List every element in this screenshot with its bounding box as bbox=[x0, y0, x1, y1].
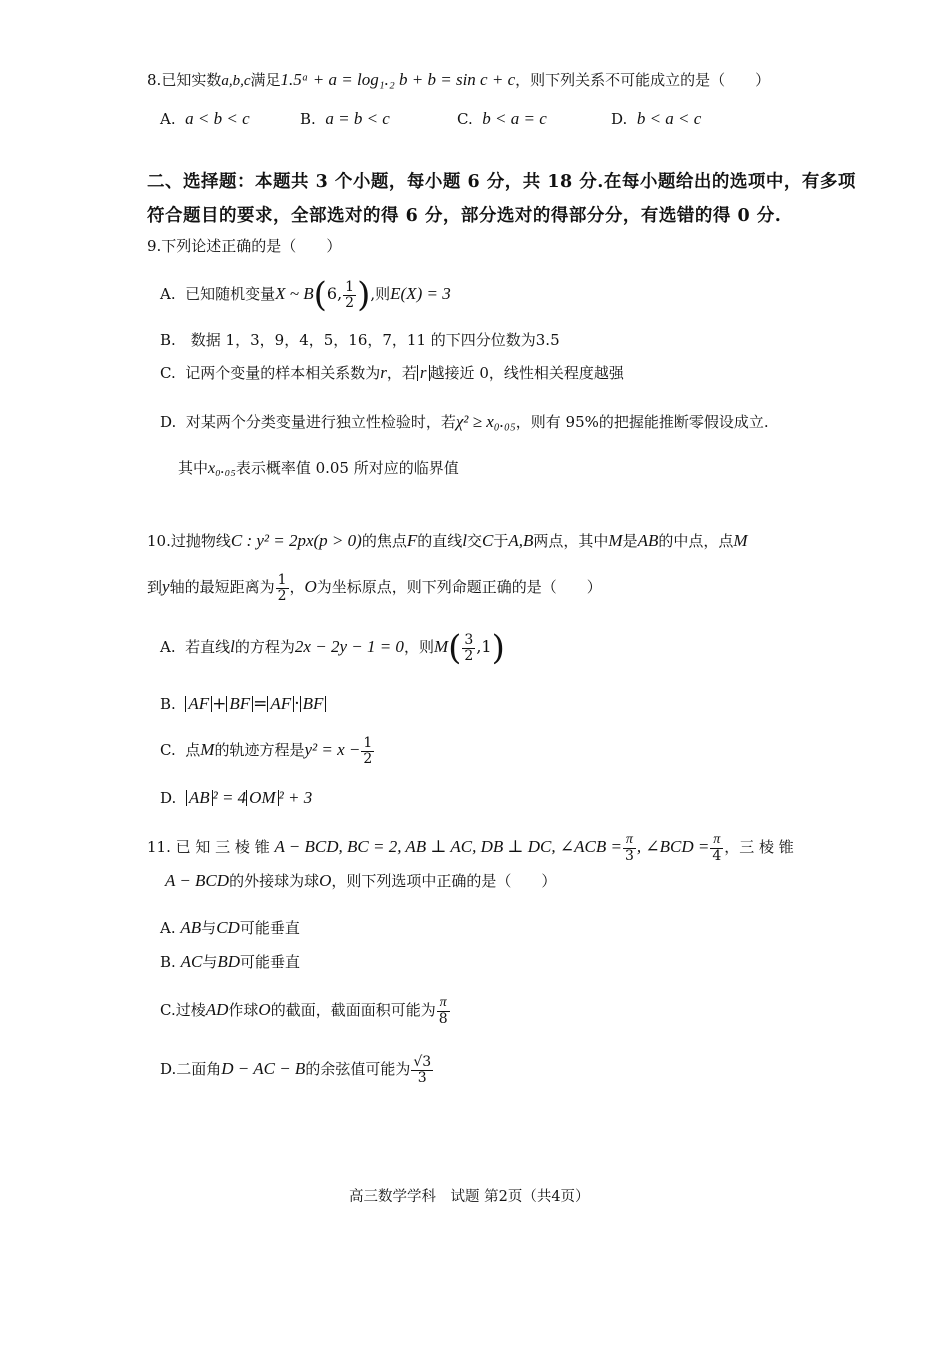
q10-b-BF2: BF bbox=[300, 696, 327, 712]
q10-l1-C: C bbox=[481, 531, 494, 550]
q11-l1-expr: A − BCD, BC = 2, AB ⊥ AC, DB ⊥ DC, ∠ACB = bbox=[274, 837, 622, 856]
q10-c-text1: 点 bbox=[185, 741, 201, 759]
q8-vars: a,b,c bbox=[221, 73, 251, 89]
q10-b-BF: BF bbox=[226, 696, 253, 712]
q10-option-b bbox=[160, 694, 326, 714]
q10-l1-AB2: AB bbox=[637, 531, 659, 550]
q10-a-fraction bbox=[462, 633, 475, 663]
q10-l1-AB: A,B bbox=[508, 531, 534, 550]
q10-d-label: D. bbox=[160, 789, 177, 807]
q11-a-text2: 可能垂直 bbox=[239, 919, 300, 937]
q8-mid: 满足 bbox=[250, 71, 281, 89]
q11-c-text3: 的截面，截面面积可能为 bbox=[270, 1001, 436, 1019]
section2-heading-line1: 二、选择题：本题共 3 个小题，每小题 6 分，共 18 分.在每小题给出的选项中，有多项 bbox=[147, 172, 856, 192]
q10-l2-a: 到 bbox=[147, 578, 163, 596]
q10-l1-h: 的中点，点 bbox=[658, 532, 734, 550]
q10-c-text2: 的轨迹方程是 bbox=[214, 741, 305, 759]
q11-b-label: B. bbox=[160, 953, 176, 971]
q10-b-eq: = bbox=[253, 694, 268, 714]
q11-a-CD: CD bbox=[216, 918, 240, 937]
q10-l2-fraction bbox=[276, 573, 289, 603]
q10-option-c bbox=[160, 730, 375, 770]
page-footer: 高三数学学科 试题 第2页（共4页） bbox=[349, 1189, 590, 1205]
q10-l1-l: l bbox=[462, 531, 467, 550]
q10-l2-den: 2 bbox=[277, 587, 287, 604]
q8-option-a-text: a < b < c bbox=[185, 109, 250, 128]
q9-a-num: 1 bbox=[345, 278, 355, 295]
q11-frac-pi3 bbox=[623, 833, 636, 863]
q11-stem-line2 bbox=[165, 871, 556, 891]
q9-a-label: A. bbox=[160, 285, 176, 303]
q10-curve: C : y² = 2px(p > 0) bbox=[230, 531, 362, 550]
q11-den4: 4 bbox=[712, 847, 722, 864]
q10-d-tail: ² + 3 bbox=[278, 788, 313, 807]
q9-option-b: B. 数据 1，3，9，4，5，16，7，11 的下四分位数为3.5 bbox=[160, 331, 560, 349]
q10-a-text1: 若直线 bbox=[185, 638, 231, 656]
q11-c-text1: 过棱 bbox=[175, 1001, 206, 1019]
q8-option-d-label: D. bbox=[611, 110, 628, 128]
q10-stem-line2 bbox=[147, 567, 602, 607]
q10-b-dot: · bbox=[294, 694, 300, 714]
q9-a-text2: ,则 bbox=[370, 285, 391, 303]
q10-l1-F: F bbox=[406, 531, 418, 550]
q11-frac-pi4 bbox=[710, 833, 723, 863]
q11-c-num: π bbox=[437, 996, 450, 1012]
section2-heading-line2: 符合题目的要求，全部选对的得 6 分，部分选对的得部分分，有选错的得 0 分. bbox=[147, 206, 782, 226]
q10-d-mid: ² = 4 bbox=[212, 788, 247, 807]
q11-a-label: A. bbox=[160, 919, 176, 937]
q11-c-O: O bbox=[258, 1000, 271, 1019]
q10-a-text2: 的方程为 bbox=[234, 638, 295, 656]
q11-pi2: π bbox=[710, 833, 723, 849]
q10-d-AB: AB bbox=[186, 790, 213, 806]
q8-option-a-label: A. bbox=[160, 110, 176, 128]
q11-a-text1: 与 bbox=[201, 919, 217, 937]
q10-l1-a: 10.过抛物线 bbox=[147, 532, 231, 550]
q10-l2-d: 为坐标原点，则下列命题正确的是（ ） bbox=[316, 578, 602, 596]
q11-c-den: 8 bbox=[438, 1010, 448, 1027]
q8-option-c-text: b < a = c bbox=[482, 109, 547, 128]
q10-b-AF: AF bbox=[185, 696, 212, 712]
q9-d-expr: χ² ≥ x₀.₀₅ bbox=[455, 412, 516, 431]
q11-c-fraction bbox=[437, 996, 450, 1026]
q11-l1-b: ，三 棱 锥 bbox=[724, 838, 794, 856]
q9-a-text1: 已知随机变量 bbox=[185, 285, 276, 303]
q10-b-plus: + bbox=[212, 694, 227, 714]
q11-option-d bbox=[160, 1049, 434, 1089]
q8-number: 8. bbox=[147, 71, 162, 89]
q10-l1-f: 两点，其中 bbox=[533, 532, 609, 550]
q8-stem bbox=[147, 70, 770, 91]
q11-l2-O: O bbox=[319, 871, 332, 890]
q8-option-c-label: C. bbox=[457, 110, 473, 128]
q9-d-label: D. bbox=[160, 413, 177, 431]
q11-option-c bbox=[160, 990, 451, 1030]
q10-a-eq: 2x − 2y − 1 = 0 bbox=[294, 637, 404, 656]
q11-stem-line1 bbox=[147, 827, 794, 867]
q9-a-n: 6, bbox=[326, 284, 343, 303]
q10-d-OM: OM bbox=[246, 790, 278, 806]
q10-b-label: B. bbox=[160, 695, 176, 713]
q11-b-BD: BD bbox=[217, 952, 240, 971]
q9-stem: 9.下列论述正确的是（ ） bbox=[147, 237, 342, 255]
q11-c-label: C. bbox=[160, 1001, 176, 1019]
q11-c-text2: 作球 bbox=[228, 1001, 259, 1019]
q11-b-text1: 与 bbox=[202, 953, 218, 971]
q9-d-note2: 表示概率值 0.05 所对应的临界值 bbox=[235, 459, 459, 477]
q11-option-a bbox=[160, 918, 300, 938]
q9-a-expect: E(X) = 3 bbox=[390, 284, 451, 303]
q9-d-text1: 对某两个分类变量进行独立性检验时，若 bbox=[185, 413, 456, 431]
q10-a-M: M bbox=[433, 637, 449, 656]
q11-d-label: D. bbox=[160, 1060, 177, 1078]
q10-c-eq: y² = x − bbox=[304, 740, 361, 759]
q11-option-b bbox=[160, 952, 300, 972]
q8-suffix: ，则下列关系不可能成立的是（ ） bbox=[515, 71, 771, 89]
q10-l1-d: 交 bbox=[466, 532, 482, 550]
q9-d-note-var: x₀.₀₅ bbox=[208, 460, 236, 477]
q11-d-text1: 二面角 bbox=[176, 1060, 222, 1078]
q9-d-note bbox=[178, 458, 459, 479]
q9-option-c bbox=[160, 363, 624, 383]
q9-a-den: 2 bbox=[345, 294, 355, 311]
q11-l1-mid: , ∠BCD = bbox=[636, 837, 710, 856]
q10-l2-b: 轴的最短距离为 bbox=[169, 578, 275, 596]
q10-l1-g: 是 bbox=[622, 532, 638, 550]
q11-c-AD: AD bbox=[205, 1000, 229, 1019]
q9-d-note1: 其中 bbox=[178, 459, 209, 477]
q10-c-label: C. bbox=[160, 741, 176, 759]
q9-c-abs-r: r bbox=[417, 365, 430, 381]
q10-l2-num: 1 bbox=[277, 571, 287, 588]
q10-c-M: M bbox=[200, 740, 215, 759]
q9-c-r: r bbox=[380, 363, 387, 382]
q8-option-a bbox=[160, 109, 250, 129]
q9-d-text2: ，则有 95%的把握能推断零假设成立. bbox=[515, 413, 769, 431]
q9-option-d bbox=[160, 412, 769, 432]
q10-c-num: 1 bbox=[363, 734, 373, 751]
q8-equation: 1.5ᵃ + a = log₁.₂ b + b = sin c + c bbox=[280, 70, 516, 89]
q11-a-AB: AB bbox=[180, 918, 202, 937]
q8-option-d bbox=[611, 109, 701, 129]
q11-d-fraction bbox=[411, 1055, 433, 1085]
q10-a-den: 2 bbox=[464, 647, 474, 664]
q10-l1-c: 的直线 bbox=[417, 532, 463, 550]
q11-l2-expr: A − BCD bbox=[165, 871, 230, 890]
q11-l2-b: ，则下列选项中正确的是（ ） bbox=[331, 872, 557, 890]
q10-l2-O: O bbox=[304, 577, 317, 596]
q8-option-b bbox=[300, 109, 390, 129]
q10-b-AF2: AF bbox=[267, 696, 294, 712]
q11-b-text2: 可能垂直 bbox=[240, 953, 301, 971]
q9-c-label: C. bbox=[160, 364, 176, 382]
q10-l2-c: ， bbox=[289, 578, 305, 596]
q8-option-c bbox=[457, 109, 547, 129]
q11-d-den: 3 bbox=[417, 1069, 427, 1086]
q8-prefix: 已知实数 bbox=[161, 71, 222, 89]
q11-d-expr: D − AC − B bbox=[221, 1059, 306, 1078]
q10-c-den: 2 bbox=[363, 750, 373, 767]
q11-d-text2: 的余弦值可能为 bbox=[305, 1060, 411, 1078]
q11-l1-a: 11. 已 知 三 棱 锥 bbox=[147, 838, 270, 856]
q8-option-b-label: B. bbox=[300, 110, 316, 128]
q10-a-label: A. bbox=[160, 638, 176, 656]
q10-l1-M2: M bbox=[733, 531, 748, 550]
q10-stem-line1 bbox=[147, 531, 748, 551]
q10-l1-b: 的焦点 bbox=[361, 532, 407, 550]
q11-pi1: π bbox=[623, 833, 636, 849]
q10-a-text3: ，则 bbox=[403, 638, 434, 656]
q11-l2-a: 的外接球为球 bbox=[229, 872, 320, 890]
q10-option-d bbox=[160, 788, 312, 808]
q9-a-var: X ~ B bbox=[275, 284, 314, 303]
q10-c-fraction bbox=[361, 736, 374, 766]
q9-c-text1: 记两个变量的样本相关系数为 bbox=[185, 364, 381, 382]
q10-l2-y: y bbox=[162, 577, 170, 596]
q10-a-l: l bbox=[230, 637, 235, 656]
q10-l1-M: M bbox=[608, 531, 623, 550]
q9-a-fraction bbox=[343, 280, 356, 310]
q8-option-b-text: a = b < c bbox=[325, 109, 390, 128]
q11-b-AC: AC bbox=[180, 952, 203, 971]
q10-a-tail: ,1 bbox=[476, 637, 492, 656]
q10-l1-e: 于 bbox=[493, 532, 509, 550]
q11-den3: 3 bbox=[624, 847, 634, 864]
q10-option-a: A. 若直线l的方程为2x − 2y − 1 = 0，则M( $\frac{3}{2}$ ,1) bbox=[160, 628, 505, 668]
q11-d-num: √3 bbox=[413, 1053, 432, 1070]
q9-option-a: A. 已知随机变量X ~ B(6, $\frac{1}{2}$ ),则E(X) = 3 bbox=[160, 275, 451, 315]
q8-option-d-text: b < a < c bbox=[636, 109, 702, 128]
q9-c-text2: ，若 bbox=[386, 364, 417, 382]
q10-a-num: 3 bbox=[464, 631, 474, 648]
q9-c-text3: 越接近 0，线性相关程度越强 bbox=[429, 364, 624, 382]
